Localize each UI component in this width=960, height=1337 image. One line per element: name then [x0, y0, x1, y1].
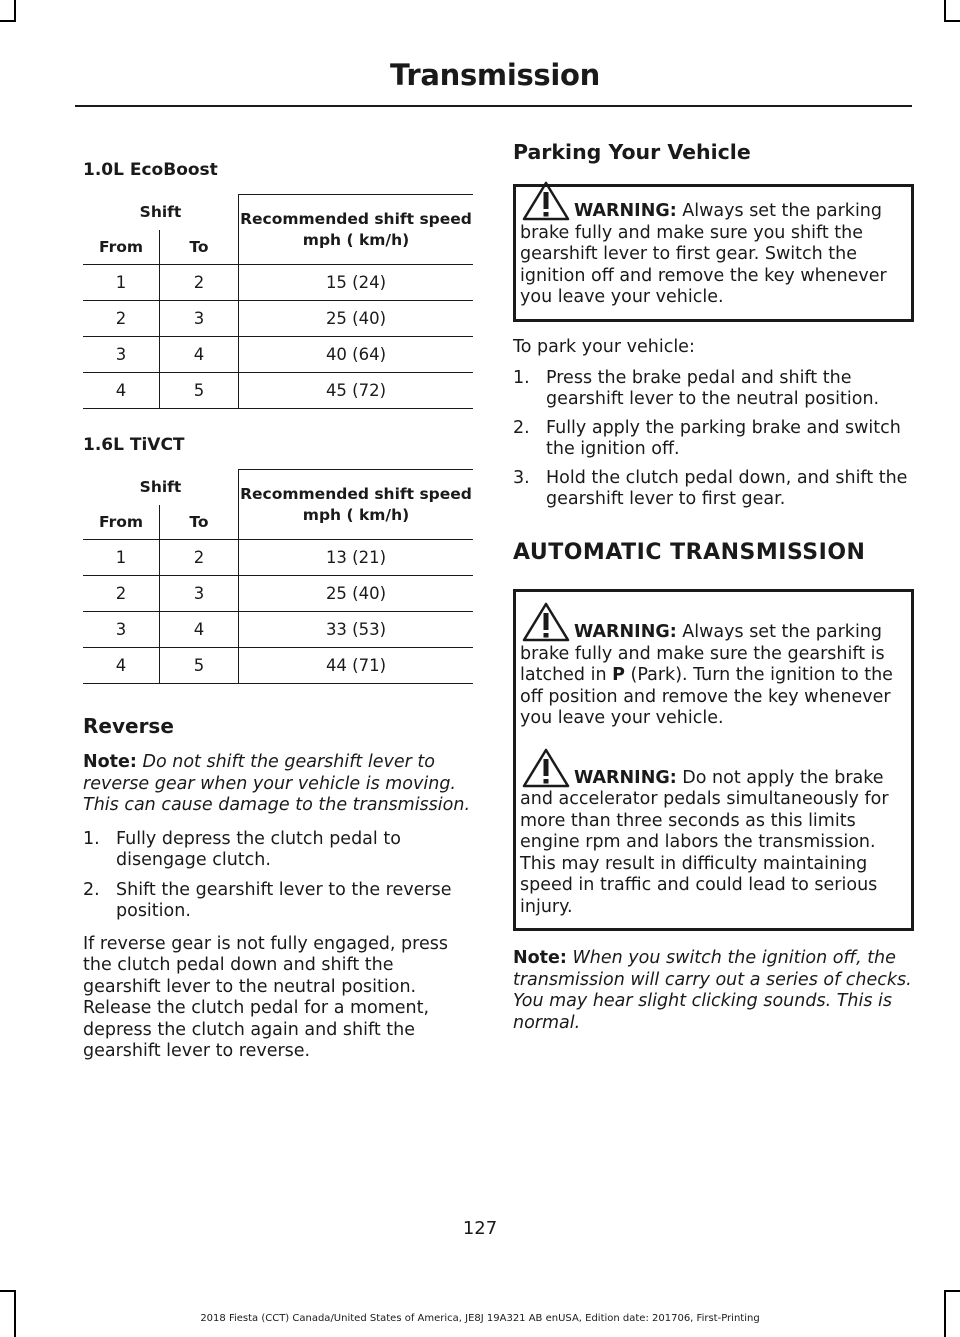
list-item — [83, 829, 473, 871]
warning-icon — [520, 181, 572, 221]
header-speed: Recommended shift speed mph ( km/h) — [239, 470, 474, 540]
step-text: Fully depress the clutch pedal to disengage clutch. — [116, 828, 401, 870]
table-row — [83, 337, 473, 373]
cell-to: 5 — [160, 648, 239, 684]
crop-mark — [944, 1290, 960, 1292]
cell-to: 2 — [160, 540, 239, 576]
note-text: When you switch the ignition off, the transmission will carry out a series of checks. You may hear slight clicking sounds. This is normal. — [513, 948, 912, 1033]
table-row — [83, 540, 473, 576]
table-row — [83, 648, 473, 684]
crop-mark — [14, 0, 16, 22]
cell-from: 3 — [83, 612, 160, 648]
cell-speed: 45 (72) — [239, 373, 474, 409]
cell-speed: 40 (64) — [239, 337, 474, 373]
reverse-steps — [83, 829, 473, 922]
warning-text: Do not apply the brake and accelerator pedals simultaneously for more than three seconds as this limits engine rpm and labors the transmission. This may result in difficulty maintaining speed in traffic and could lead to serious injury. — [520, 767, 889, 917]
page-title: Transmission — [390, 58, 600, 92]
header-shift: Shift — [83, 195, 239, 230]
cell-speed: 15 (24) — [239, 265, 474, 301]
table1-title: 1.0L EcoBoost — [83, 160, 218, 180]
step-number: 1. — [83, 828, 100, 849]
list-item — [513, 368, 913, 410]
footer-text: 2018 Fiesta (CCT) Canada/United States of America, JE8J 19A321 AB enUSA, Edition date: 201706, First-Printing — [200, 1313, 760, 1324]
page-number: 127 — [462, 1218, 498, 1239]
step-text: Shift the gearshift lever to the reverse position. — [116, 879, 452, 921]
cell-from: 3 — [83, 337, 160, 373]
step-text: Press the brake pedal and shift the gearshift lever to the neutral position. — [546, 368, 880, 409]
header-from: From — [83, 505, 160, 540]
step-number: 1. — [513, 368, 530, 388]
crop-mark — [944, 0, 946, 22]
reverse-note — [83, 752, 473, 817]
cell-to: 3 — [160, 301, 239, 337]
cell-speed: 33 (53) — [239, 612, 474, 648]
table-row — [83, 265, 473, 301]
cell-to: 5 — [160, 373, 239, 409]
step-text: Hold the clutch pedal down, and shift the gearshift lever to first gear. — [546, 468, 908, 509]
automatic-warning-box — [513, 589, 914, 931]
parking-warning-box — [513, 184, 914, 322]
cell-from: 4 — [83, 373, 160, 409]
cell-to: 2 — [160, 265, 239, 301]
table-row — [83, 612, 473, 648]
step-number: 2. — [513, 418, 530, 438]
shift-speed-table-ecoboost — [83, 194, 473, 409]
cell-from: 1 — [83, 540, 160, 576]
automatic-heading: AUTOMATIC TRANSMISSION — [513, 540, 866, 565]
parking-steps — [513, 368, 913, 510]
step-number: 2. — [83, 879, 100, 900]
header-to: To — [160, 230, 239, 265]
cell-to: 4 — [160, 612, 239, 648]
warning — [520, 622, 907, 730]
left-column — [83, 160, 473, 1063]
cell-from: 1 — [83, 265, 160, 301]
crop-mark — [0, 1290, 16, 1292]
table2-title: 1.6L TiVCT — [83, 435, 185, 455]
table-row — [83, 301, 473, 337]
crop-mark — [0, 20, 16, 22]
warning-icon — [520, 748, 572, 788]
header-to: To — [160, 505, 239, 540]
warning — [520, 201, 907, 309]
gear-letter: P — [612, 665, 625, 685]
cell-from: 4 — [83, 648, 160, 684]
cell-to: 4 — [160, 337, 239, 373]
cell-from: 2 — [83, 576, 160, 612]
note-label: Note: — [513, 948, 567, 968]
cell-speed: 44 (71) — [239, 648, 474, 684]
note-text: Do not shift the gearshift lever to reverse gear when your vehicle is moving. This can cause damage to the transmission. — [83, 752, 471, 815]
warning-text: Always set the parking brake fully and make sure you shift the gearshift lever to first gear. Switch the ignition off and remove the key whenever you leave your vehicle. — [520, 201, 887, 307]
step-number: 3. — [513, 468, 530, 488]
shift-speed-table-tivct — [83, 469, 473, 684]
warning-label: WARNING: — [574, 622, 677, 642]
header-from: From — [83, 230, 160, 265]
right-column — [513, 140, 913, 1034]
reverse-paragraph: If reverse gear is not fully engaged, press the clutch pedal down and shift the gearshift lever to the neutral position. Release the clutch pedal for a moment, depress the clutch again and shift the gearshift lever to reverse. — [83, 933, 448, 1061]
list-item — [83, 880, 473, 922]
automatic-note — [513, 948, 913, 1034]
parking-heading: Parking Your Vehicle — [513, 140, 751, 164]
cell-speed: 25 (40) — [239, 576, 474, 612]
warning-label: WARNING: — [574, 201, 677, 221]
parking-intro: To park your vehicle: — [513, 336, 695, 357]
list-item — [513, 418, 913, 460]
header-shift: Shift — [83, 470, 239, 505]
cell-speed: 25 (40) — [239, 301, 474, 337]
table-row — [83, 373, 473, 409]
table-row — [83, 576, 473, 612]
list-item — [513, 468, 913, 510]
header-divider — [75, 105, 912, 107]
warning-label: WARNING: — [574, 767, 677, 788]
step-text: Fully apply the parking brake and switch the ignition off. — [546, 418, 901, 459]
reverse-heading: Reverse — [83, 714, 174, 738]
cell-speed: 13 (21) — [239, 540, 474, 576]
note-label: Note: — [83, 752, 137, 772]
warning — [520, 768, 907, 919]
header-speed: Recommended shift speed mph ( km/h) — [239, 195, 474, 265]
warning-text: (Park). Turn the ignition to the off position and remove the key whenever you leave your vehicle. — [520, 665, 893, 728]
cell-to: 3 — [160, 576, 239, 612]
crop-mark — [944, 20, 960, 22]
warning-icon — [520, 602, 572, 642]
warning-text: Always set the parking brake fully and make sure the gearshift is latched in — [520, 622, 885, 685]
cell-from: 2 — [83, 301, 160, 337]
